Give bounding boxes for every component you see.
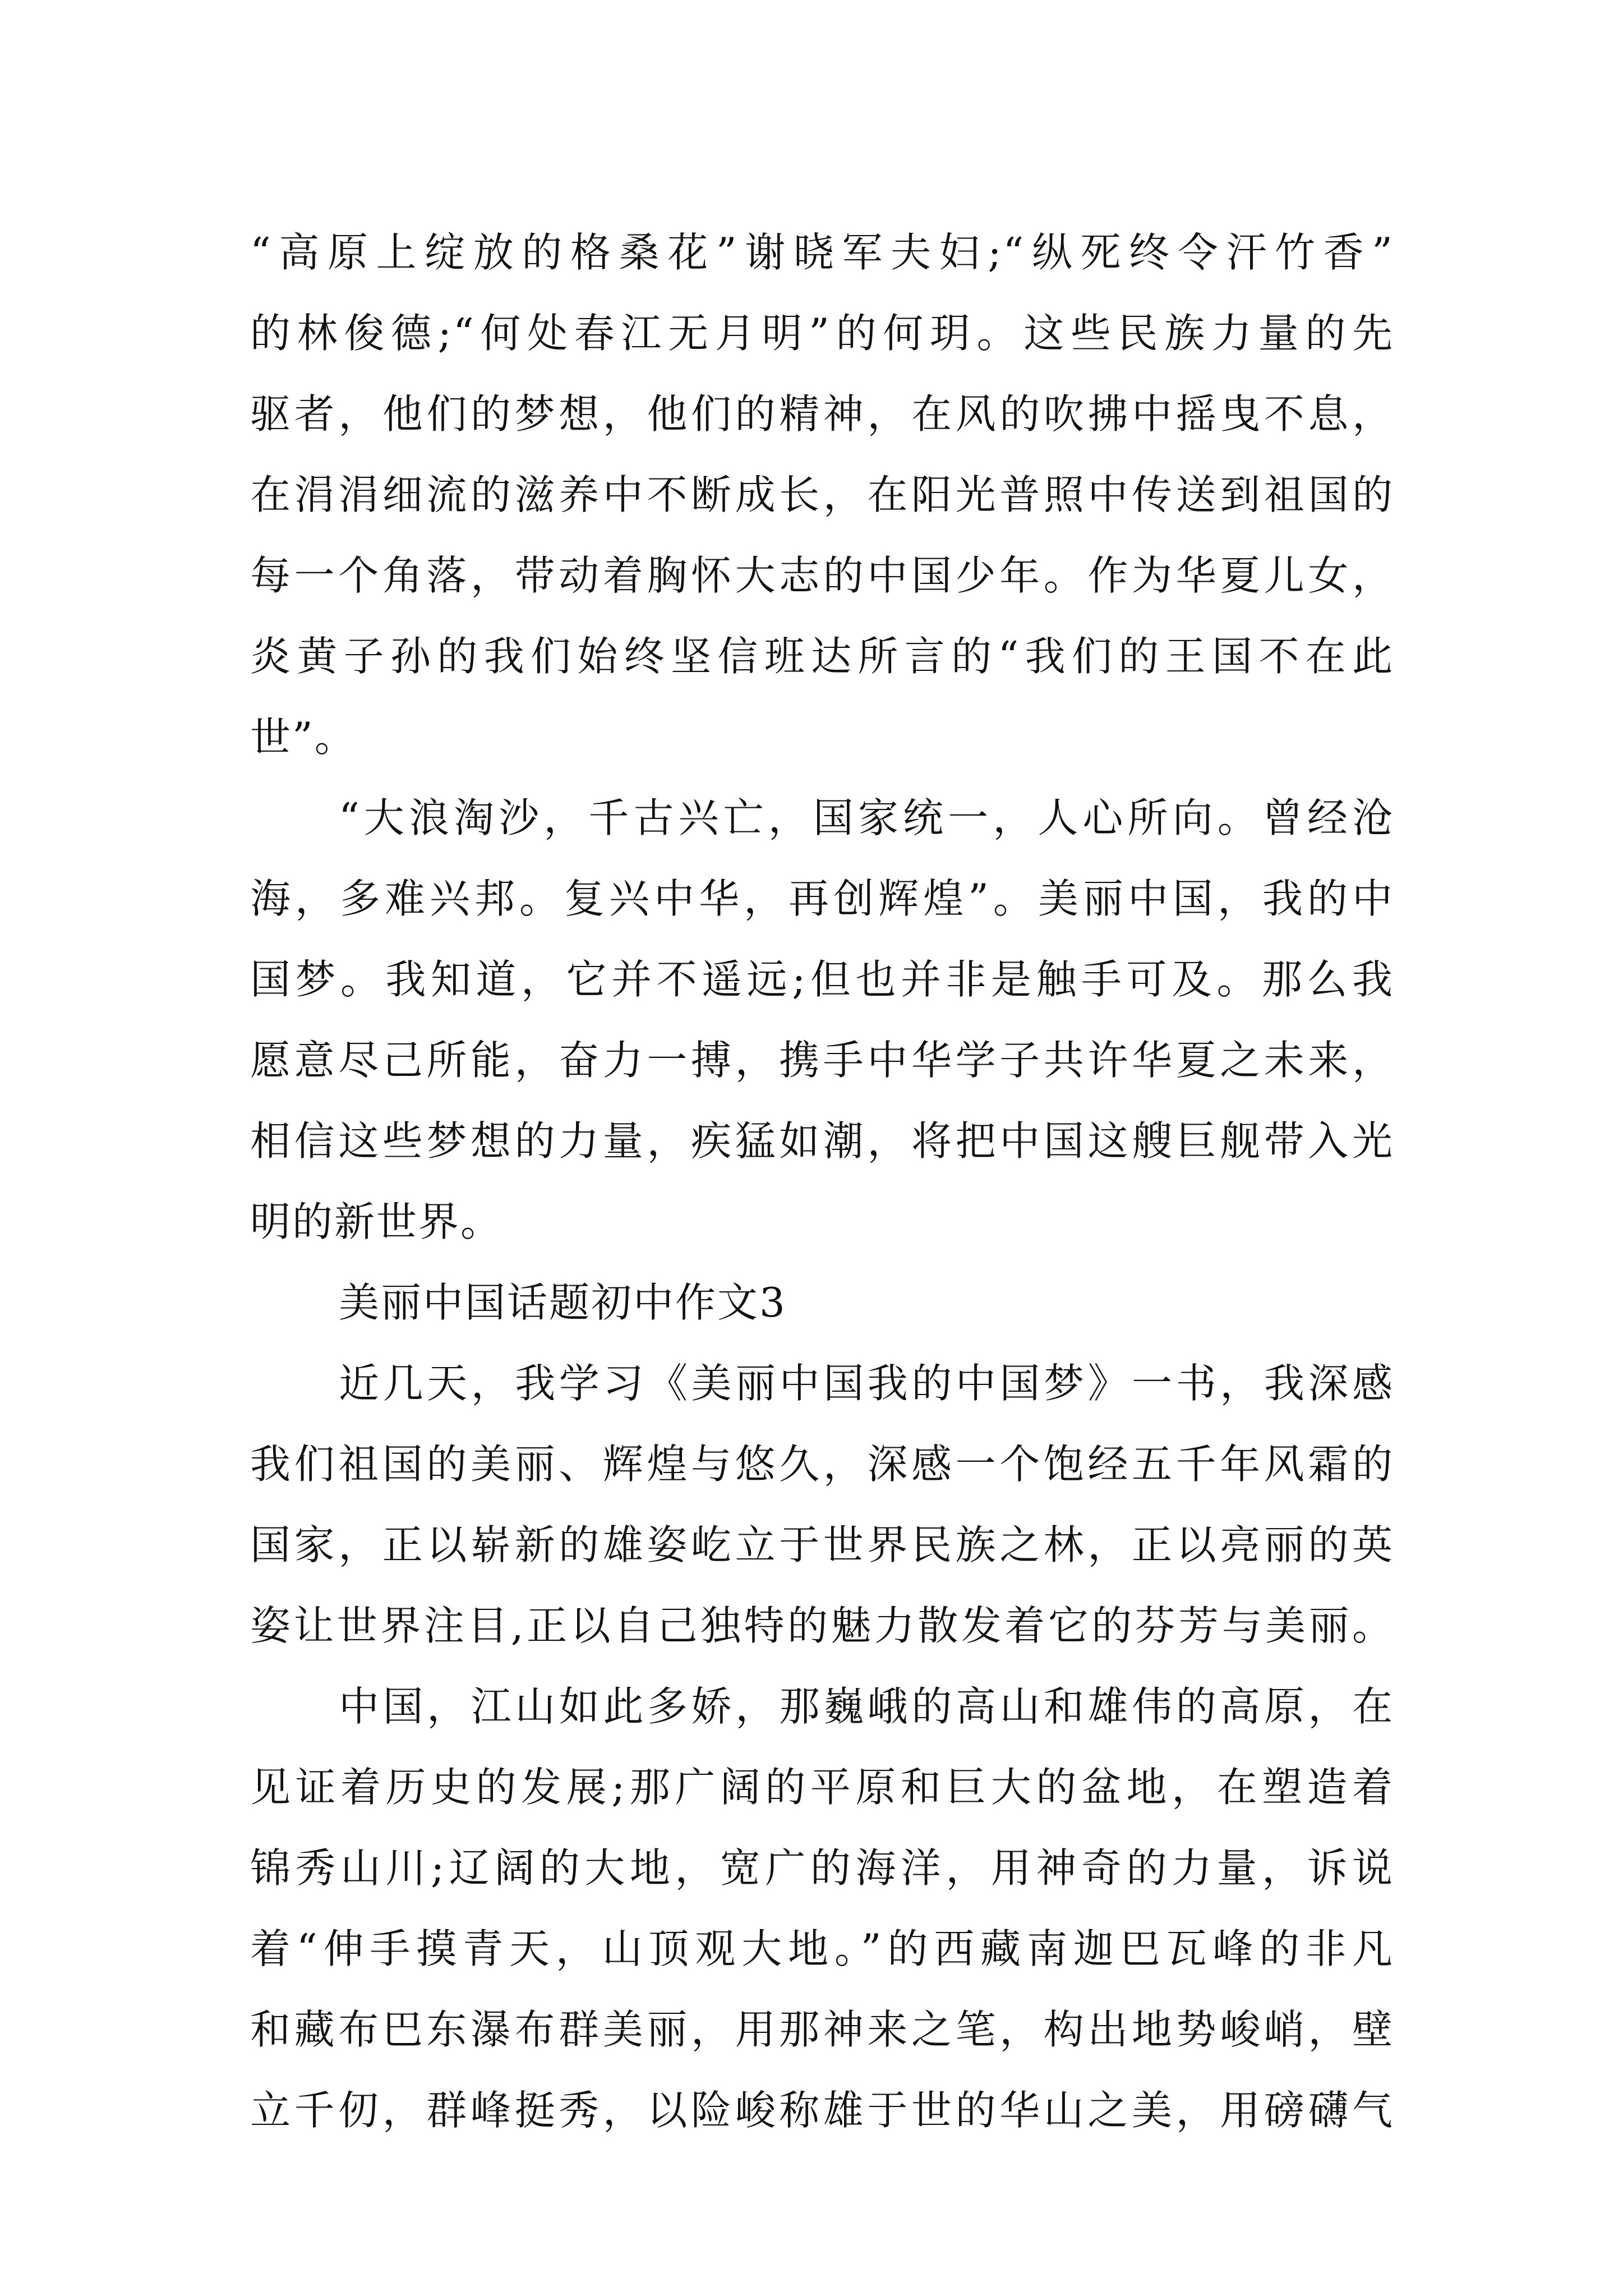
text-line-18: 姿让世界注目,正以自己独特的魅力散发着它的芬芳与美丽。 (250, 1602, 1394, 1649)
text-line-15: 近几天，我学习《美丽中国我的中国梦》一书，我深感 (339, 1360, 1394, 1407)
text-line-6: 炎黄子孙的我们始终坚信班达所言的“我们的王国不在此 (250, 633, 1394, 680)
text-line-8: “大浪淘沙，千古兴亡，国家统一，人心所向。曾经沧 (339, 794, 1394, 841)
text-line-17: 国家，正以崭新的雄姿屹立于世界民族之林，正以亮丽的英 (250, 1521, 1394, 1568)
essay-text (250, 212, 1394, 2151)
text-line-20: 见证着历史的发展;那广阔的平原和巨大的盆地，在塑造着 (250, 1764, 1394, 1811)
text-line-5: 每一个角落，带动着胸怀大志的中国少年。作为华夏儿女， (250, 552, 1394, 599)
text-line-9: 海，多难兴邦。复兴中华，再创辉煌”。美丽中国，我的中 (250, 875, 1394, 922)
text-line-16: 我们祖国的美丽、辉煌与悠久，深感一个饱经五千年风霜的 (250, 1441, 1394, 1488)
text-line-11: 愿意尽己所能，奋力一搏，携手中华学子共许华夏之未来， (250, 1037, 1394, 1084)
text-line-3: 驱者，他们的梦想，他们的精神，在风的吹拂中摇曳不息， (250, 390, 1394, 438)
text-line-23: 和藏布巴东瀑布群美丽，用那神来之笔，构出地势峻峭，壁 (250, 2006, 1394, 2053)
text-line-10: 国梦。我知道，它并不遥远;但也并非是触手可及。那么我 (250, 956, 1394, 1003)
text-line-19: 中国，江山如此多娇，那巍峨的高山和雄伟的高原，在 (339, 1683, 1394, 1730)
text-line-21: 锦秀山川;辽阔的大地，宽广的海洋，用神奇的力量，诉说 (250, 1844, 1394, 1892)
text-line-22: 着“伸手摸青天，山顶观大地。”的西藏南迦巴瓦峰的非凡 (250, 1925, 1394, 1972)
text-line-1: “高原上绽放的格桑花”谢晓军夫妇;“纵死终令汗竹香” (250, 229, 1394, 276)
text-line-4: 在涓涓细流的滋养中不断成长，在阳光普照中传送到祖国的 (250, 471, 1394, 518)
text-line-7: 世”。 (250, 714, 357, 761)
text-line-12: 相信这些梦想的力量，疾猛如潮，将把中国这艘巨舰带入光 (250, 1117, 1394, 1165)
section-heading: 美丽中国话题初中作文3 (339, 1279, 787, 1326)
text-line-24: 立千仞，群峰挺秀，以险峻称雄于世的华山之美，用磅礴气 (250, 2087, 1394, 2134)
text-line-13: 明的新世界。 (250, 1198, 503, 1245)
text-line-2: 的林俊德;“何处春江无月明”的何玥。这些民族力量的先 (250, 310, 1394, 357)
